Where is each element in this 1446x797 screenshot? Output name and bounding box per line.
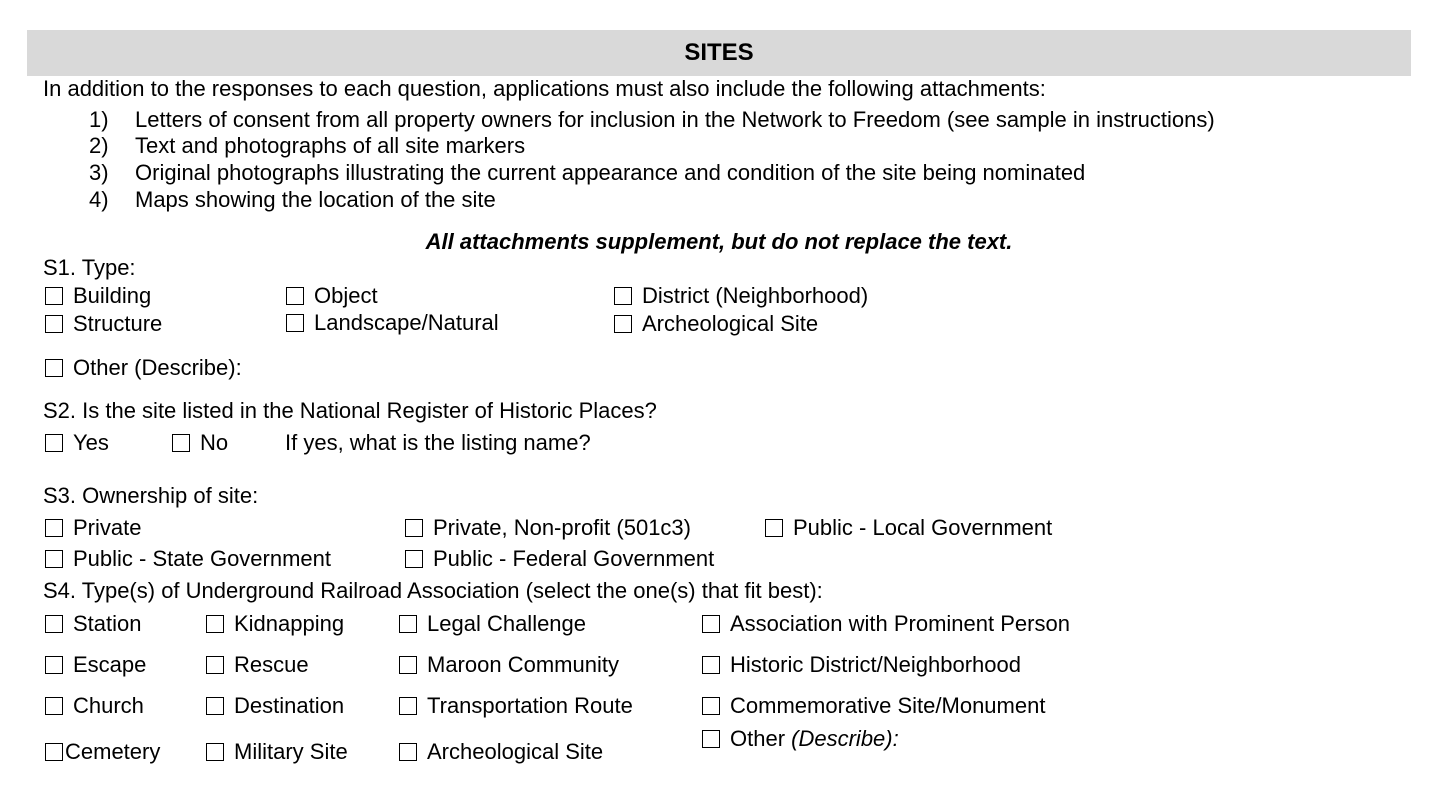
checkbox-box[interactable]: [702, 697, 720, 715]
type-object-checkbox[interactable]: Object: [286, 283, 378, 309]
intro-text: In addition to the responses to each question, applications must also include the following attachments:: [43, 76, 1046, 101]
checkbox-box[interactable]: [45, 359, 63, 377]
ownership-local-gov-checkbox[interactable]: Public - Local Government: [765, 515, 1052, 541]
checkbox-box[interactable]: [399, 743, 417, 761]
section-title: SITES: [684, 39, 754, 66]
assoc-military-site-checkbox[interactable]: Military Site: [206, 739, 348, 765]
assoc-destination-checkbox[interactable]: Destination: [206, 693, 344, 719]
checkbox-box[interactable]: [206, 743, 224, 761]
checkbox-box[interactable]: [399, 697, 417, 715]
ownership-private-checkbox[interactable]: Private: [45, 515, 141, 541]
checkbox-box[interactable]: [45, 743, 63, 761]
checkbox-box[interactable]: [172, 434, 190, 452]
checkbox-box[interactable]: [765, 519, 783, 537]
type-other-checkbox[interactable]: Other (Describe):: [45, 355, 242, 381]
checkbox-box[interactable]: [702, 730, 720, 748]
listing-name-prompt: If yes, what is the listing name?: [285, 430, 591, 455]
checkbox-box[interactable]: [286, 314, 304, 332]
checkbox-box[interactable]: [702, 656, 720, 674]
assoc-escape-checkbox[interactable]: Escape: [45, 652, 146, 678]
checkbox-box[interactable]: [399, 615, 417, 633]
checkbox-box[interactable]: [45, 615, 63, 633]
assoc-church-checkbox[interactable]: Church: [45, 693, 144, 719]
checkbox-box[interactable]: [45, 519, 63, 537]
type-building-checkbox[interactable]: Building: [45, 283, 151, 309]
ownership-state-gov-checkbox[interactable]: Public - State Government: [45, 546, 331, 572]
checkbox-box[interactable]: [45, 697, 63, 715]
checkbox-box[interactable]: [206, 615, 224, 633]
type-archeological-checkbox[interactable]: Archeological Site: [614, 311, 818, 337]
s4-label: S4. Type(s) of Underground Railroad Association (select the one(s) that fit best):: [43, 578, 823, 603]
assoc-commemorative-site-checkbox[interactable]: Commemorative Site/Monument: [702, 693, 1045, 719]
type-landscape-checkbox[interactable]: Landscape/Natural: [286, 310, 499, 336]
register-yes-checkbox[interactable]: Yes: [45, 430, 109, 456]
ownership-federal-gov-checkbox[interactable]: Public - Federal Government: [405, 546, 714, 572]
assoc-transportation-route-checkbox[interactable]: Transportation Route: [399, 693, 633, 719]
assoc-cemetery-checkbox[interactable]: Cemetery: [45, 739, 160, 765]
type-structure-checkbox[interactable]: Structure: [45, 311, 162, 337]
section-header: [27, 30, 1411, 76]
assoc-archeological-site-checkbox[interactable]: Archeological Site: [399, 739, 603, 765]
assoc-rescue-checkbox[interactable]: Rescue: [206, 652, 309, 678]
type-district-checkbox[interactable]: District (Neighborhood): [614, 283, 868, 309]
s2-label: S2. Is the site listed in the National Register of Historic Places?: [43, 398, 657, 423]
checkbox-box[interactable]: [206, 656, 224, 674]
ownership-nonprofit-checkbox[interactable]: Private, Non-profit (501c3): [405, 515, 691, 541]
checkbox-box[interactable]: [45, 434, 63, 452]
assoc-station-checkbox[interactable]: Station: [45, 611, 142, 637]
assoc-historic-district-checkbox[interactable]: Historic District/Neighborhood: [702, 652, 1021, 678]
checkbox-box[interactable]: [45, 656, 63, 674]
s3-label: S3. Ownership of site:: [43, 483, 259, 508]
checkbox-box[interactable]: [614, 315, 632, 333]
register-no-checkbox[interactable]: No: [172, 430, 228, 456]
checkbox-box[interactable]: [45, 287, 63, 305]
checkbox-box[interactable]: [399, 656, 417, 674]
attachments-note: All attachments supplement, but do not replace the text.: [425, 229, 1013, 254]
assoc-other-checkbox[interactable]: Other (Describe):: [702, 726, 899, 752]
checkbox-box[interactable]: [702, 615, 720, 633]
checkbox-box[interactable]: [206, 697, 224, 715]
checkbox-box[interactable]: [45, 550, 63, 568]
assoc-maroon-community-checkbox[interactable]: Maroon Community: [399, 652, 619, 678]
checkbox-box[interactable]: [614, 287, 632, 305]
checkbox-box[interactable]: [286, 287, 304, 305]
assoc-legal-challenge-checkbox[interactable]: Legal Challenge: [399, 611, 586, 637]
assoc-prominent-person-checkbox[interactable]: Association with Prominent Person: [702, 611, 1070, 637]
assoc-kidnapping-checkbox[interactable]: Kidnapping: [206, 611, 344, 637]
s1-label: S1. Type:: [43, 255, 136, 280]
checkbox-box[interactable]: [405, 550, 423, 568]
checkbox-box[interactable]: [45, 315, 63, 333]
checkbox-box[interactable]: [405, 519, 423, 537]
